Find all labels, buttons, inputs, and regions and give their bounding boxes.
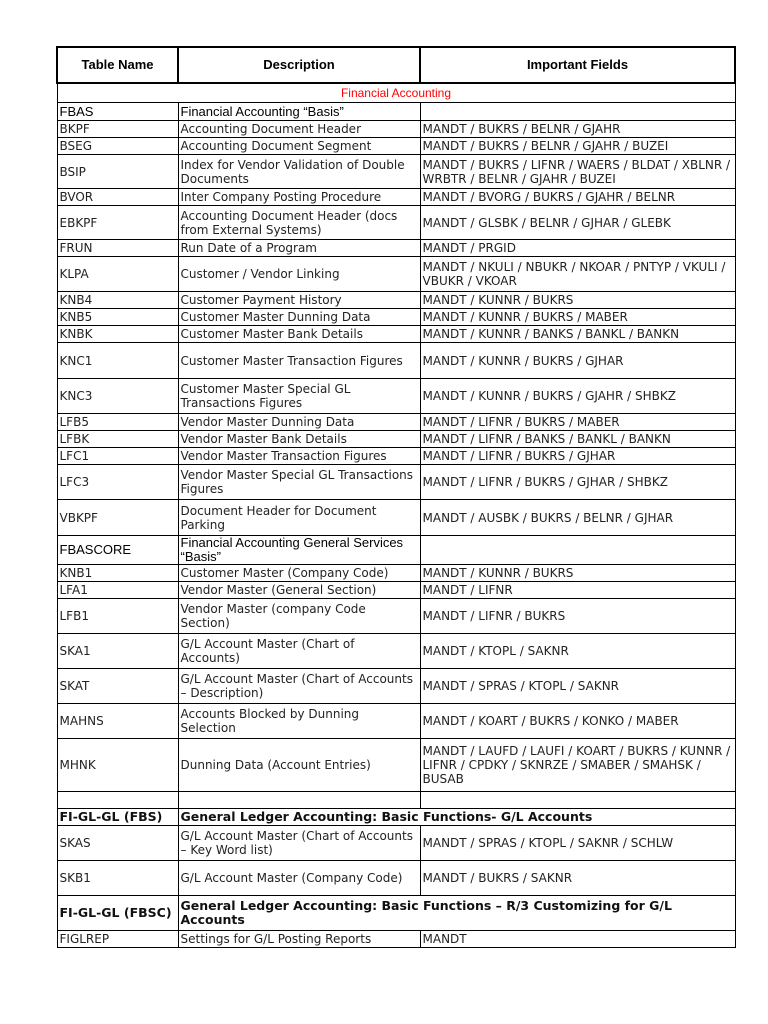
important-fields-cell: MANDT / SPRAS / KTOPL / SAKNR / SCHLW xyxy=(420,826,735,861)
table-name-cell: BSIP xyxy=(57,155,178,189)
important-fields-cell: MANDT / NKULI / NBUKR / NKOAR / PNTYP / VKULI / VBUKR / VKOAR xyxy=(420,257,735,292)
important-fields-cell: MANDT / LIFNR / BANKS / BANKL / BANKN xyxy=(420,431,735,448)
description-cell: Financial Accounting General Services “Basis” xyxy=(178,536,420,565)
description-cell: Customer / Vendor Linking xyxy=(178,257,420,292)
table-name-cell: KNB5 xyxy=(57,309,178,326)
table-row xyxy=(57,599,735,634)
description-cell: Vendor Master (General Section) xyxy=(178,582,420,599)
table-name-cell: LFA1 xyxy=(57,582,178,599)
important-fields-cell: MANDT / LIFNR xyxy=(420,582,735,599)
important-fields-cell: MANDT / BUKRS / LIFNR / WAERS / BLDAT / XBLNR / WRBTR / BELNR / GJAHR / BUZEI xyxy=(420,155,735,189)
table-row xyxy=(57,257,735,292)
description-cell: Vendor Master Dunning Data xyxy=(178,414,420,431)
description-cell: Accounting Document Header (docs from External Systems) xyxy=(178,206,420,240)
table-name-cell: FBASCORE xyxy=(57,536,178,565)
description-cell: Index for Vendor Validation of Double Documents xyxy=(178,155,420,189)
description-cell: Customer Master Transaction Figures xyxy=(178,343,420,379)
table-name-cell: BKPF xyxy=(57,121,178,138)
table-name-cell: FI-GL-GL (FBS) xyxy=(57,809,178,826)
table-row xyxy=(57,240,735,257)
important-fields-cell: MANDT / KTOPL / SAKNR xyxy=(420,634,735,669)
table-row xyxy=(57,189,735,206)
table-name-cell: LFB5 xyxy=(57,414,178,431)
group-row xyxy=(57,809,735,826)
important-fields-cell: MANDT / LAUFD / LAUFI / KOART / BUKRS / KUNNR / LIFNR / CPDKY / SKNRZE / SMABER / SMAHSK / BUSAB xyxy=(420,739,735,792)
important-fields-cell: MANDT / AUSBK / BUKRS / BELNR / GJHAR xyxy=(420,500,735,536)
table-name-cell: MHNK xyxy=(57,739,178,792)
description-cell: Document Header for Document Parking xyxy=(178,500,420,536)
table-row xyxy=(57,634,735,669)
table-row xyxy=(57,565,735,582)
table-row xyxy=(57,861,735,896)
description-cell: Customer Master Special GL Transactions Figures xyxy=(178,379,420,414)
group-row xyxy=(57,536,735,565)
table-row xyxy=(57,155,735,189)
important-fields-cell: MANDT / BVORG / BUKRS / GJAHR / BELNR xyxy=(420,189,735,206)
important-fields-cell xyxy=(420,536,735,565)
sheet-body xyxy=(57,83,735,948)
table-row xyxy=(57,704,735,739)
important-fields-cell: MANDT / LIFNR / BUKRS / GJHAR / SHBKZ xyxy=(420,465,735,500)
important-fields-cell: MANDT xyxy=(420,931,735,948)
description-cell: G/L Account Master (Chart of Accounts – Key Word list) xyxy=(178,826,420,861)
description-cell: General Ledger Accounting: Basic Functions- G/L Accounts xyxy=(178,809,735,826)
important-fields-cell: MANDT / BUKRS / BELNR / GJAHR / BUZEI xyxy=(420,138,735,155)
table-row xyxy=(57,138,735,155)
table-name-cell: SKAT xyxy=(57,669,178,704)
important-fields-cell: MANDT / PRGID xyxy=(420,240,735,257)
important-fields-cell: MANDT / LIFNR / BUKRS / MABER xyxy=(420,414,735,431)
table-name-cell: LFBK xyxy=(57,431,178,448)
table-name-cell: SKB1 xyxy=(57,861,178,896)
blank-row xyxy=(57,792,735,809)
table-row xyxy=(57,379,735,414)
table-row xyxy=(57,669,735,704)
section-title-row xyxy=(57,83,735,103)
table-name-cell: SKAS xyxy=(57,826,178,861)
table-row xyxy=(57,931,735,948)
group-row xyxy=(57,103,735,121)
table-row xyxy=(57,343,735,379)
header-description: Description xyxy=(178,47,420,83)
important-fields-cell: MANDT / KUNNR / BUKRS xyxy=(420,292,735,309)
important-fields-cell: MANDT / BUKRS / BELNR / GJAHR xyxy=(420,121,735,138)
table-row xyxy=(57,500,735,536)
table-row xyxy=(57,292,735,309)
table-name-cell: KNB4 xyxy=(57,292,178,309)
description-cell: G/L Account Master (Chart of Accounts) xyxy=(178,634,420,669)
description-cell: Accounts Blocked by Dunning Selection xyxy=(178,704,420,739)
important-fields-cell: MANDT / GLSBK / BELNR / GJHAR / GLEBK xyxy=(420,206,735,240)
table-name-cell: FIGLREP xyxy=(57,931,178,948)
table-name-cell: FBAS xyxy=(57,103,178,121)
table-row xyxy=(57,414,735,431)
description-cell: Dunning Data (Account Entries) xyxy=(178,739,420,792)
description-cell: Vendor Master Bank Details xyxy=(178,431,420,448)
group-row xyxy=(57,896,735,931)
table-name-cell: EBKPF xyxy=(57,206,178,240)
important-fields-cell: MANDT / LIFNR / BUKRS / GJHAR xyxy=(420,448,735,465)
description-cell: Customer Master Dunning Data xyxy=(178,309,420,326)
description-cell: Vendor Master Special GL Transactions Figures xyxy=(178,465,420,500)
table-row xyxy=(57,448,735,465)
description-cell: Settings for G/L Posting Reports xyxy=(178,931,420,948)
table-name-cell: LFC1 xyxy=(57,448,178,465)
description-cell: Vendor Master (company Code Section) xyxy=(178,599,420,634)
table-row xyxy=(57,206,735,240)
table-name-cell: BSEG xyxy=(57,138,178,155)
table-name-cell: KNBK xyxy=(57,326,178,343)
important-fields-cell: MANDT / BUKRS / SAKNR xyxy=(420,861,735,896)
important-fields-cell xyxy=(420,792,735,809)
important-fields-cell: MANDT / KOART / BUKRS / KONKO / MABER xyxy=(420,704,735,739)
table-name-cell xyxy=(57,792,178,809)
description-cell: Accounting Document Segment xyxy=(178,138,420,155)
table-name-cell: KLPA xyxy=(57,257,178,292)
table-name-cell: BVOR xyxy=(57,189,178,206)
table-name-cell: VBKPF xyxy=(57,500,178,536)
description-cell: G/L Account Master (Company Code) xyxy=(178,861,420,896)
important-fields-cell: MANDT / LIFNR / BUKRS xyxy=(420,599,735,634)
table-name-cell: KNB1 xyxy=(57,565,178,582)
table-name-cell: KNC1 xyxy=(57,343,178,379)
header-table-name: Table Name xyxy=(57,47,178,83)
description-cell: Financial Accounting “Basis” xyxy=(178,103,420,121)
description-cell xyxy=(178,792,420,809)
table-name-cell: FI-GL-GL (FBSC) xyxy=(57,896,178,931)
important-fields-cell: MANDT / KUNNR / BUKRS / GJHAR xyxy=(420,343,735,379)
description-cell: G/L Account Master (Chart of Accounts – Description) xyxy=(178,669,420,704)
description-cell: Inter Company Posting Procedure xyxy=(178,189,420,206)
important-fields-cell: MANDT / KUNNR / BUKRS xyxy=(420,565,735,582)
description-cell: Customer Master Bank Details xyxy=(178,326,420,343)
important-fields-cell: MANDT / SPRAS / KTOPL / SAKNR xyxy=(420,669,735,704)
important-fields-cell: MANDT / KUNNR / BUKRS / MABER xyxy=(420,309,735,326)
section-title: Financial Accounting xyxy=(57,83,735,103)
description-cell: Accounting Document Header xyxy=(178,121,420,138)
important-fields-cell: MANDT / KUNNR / BUKRS / GJAHR / SHBKZ xyxy=(420,379,735,414)
table-row xyxy=(57,431,735,448)
table-row xyxy=(57,582,735,599)
description-cell: Customer Master (Company Code) xyxy=(178,565,420,582)
table-row xyxy=(57,739,735,792)
table-name-cell: KNC3 xyxy=(57,379,178,414)
table-row xyxy=(57,826,735,861)
description-cell: Run Date of a Program xyxy=(178,240,420,257)
header-important-fields: Important Fields xyxy=(420,47,735,83)
table-row xyxy=(57,121,735,138)
description-cell: Customer Payment History xyxy=(178,292,420,309)
table-row xyxy=(57,326,735,343)
table-name-cell: MAHNS xyxy=(57,704,178,739)
table-name-cell: FRUN xyxy=(57,240,178,257)
table-name-cell: SKA1 xyxy=(57,634,178,669)
important-fields-cell: MANDT / KUNNR / BANKS / BANKL / BANKN xyxy=(420,326,735,343)
important-fields-cell xyxy=(420,103,735,121)
description-cell: General Ledger Accounting: Basic Functions – R/3 Customizing for G/L Accounts xyxy=(178,896,735,931)
description-cell: Vendor Master Transaction Figures xyxy=(178,448,420,465)
table-row xyxy=(57,465,735,500)
table-name-cell: LFB1 xyxy=(57,599,178,634)
sap-tables-sheet xyxy=(56,46,736,948)
table-row xyxy=(57,309,735,326)
table-name-cell: LFC3 xyxy=(57,465,178,500)
header-row xyxy=(57,47,735,83)
